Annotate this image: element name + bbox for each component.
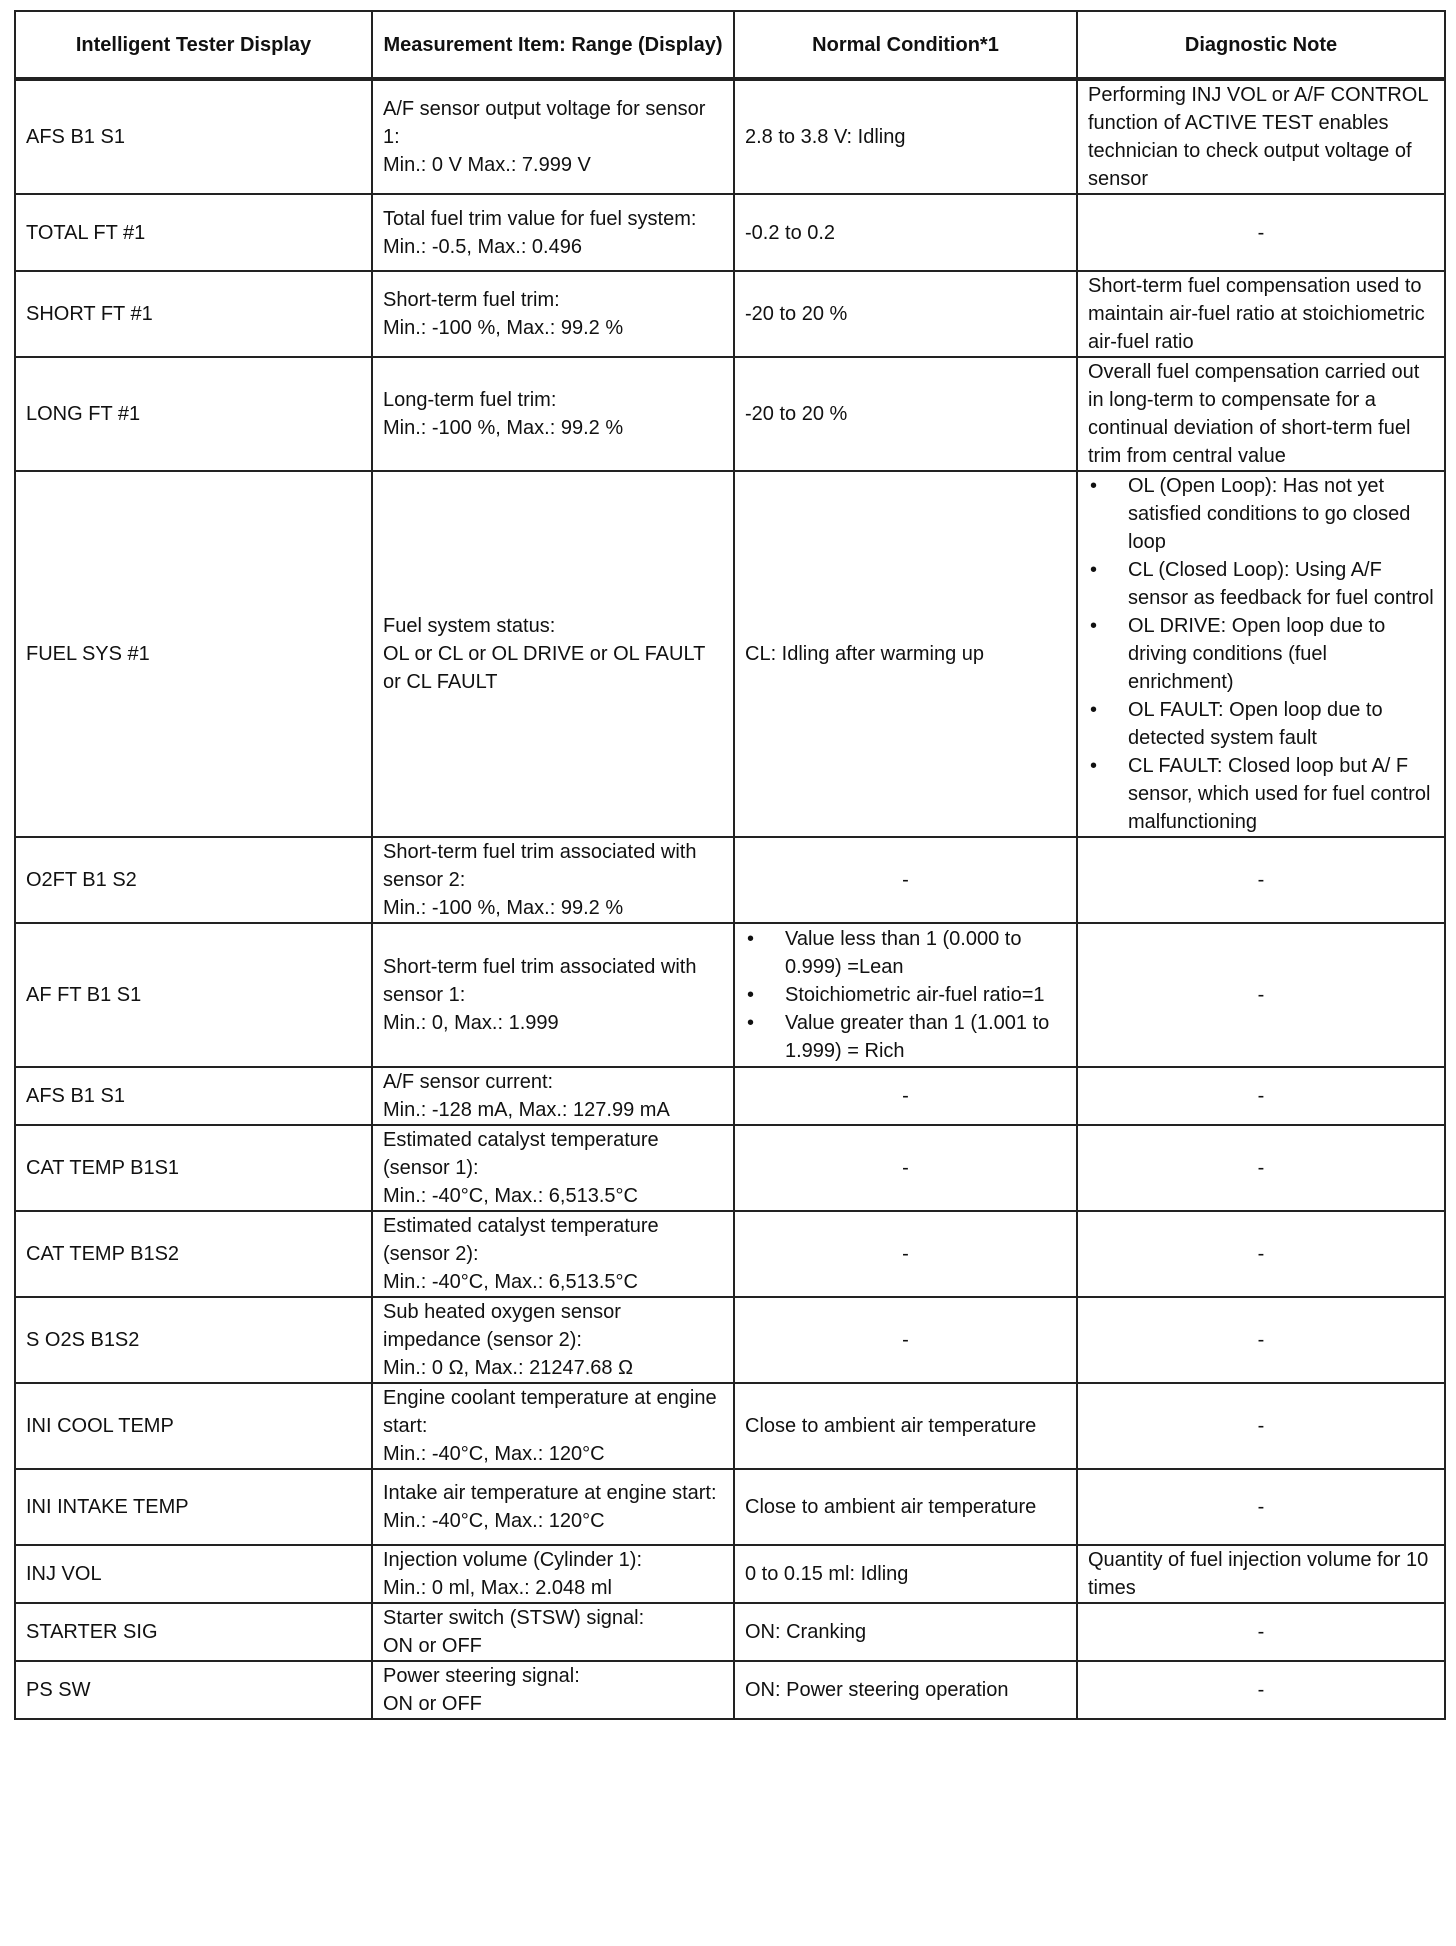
cell-measurement-range — [372, 1661, 734, 1719]
list-item: • CL FAULT: Closed loop but A/ F sensor, which used for fuel control malfunctioning — [1088, 752, 1434, 836]
cell-diagnostic-note: Short-term fuel compensation used to maintain air-fuel ratio at stoichiometric air-fuel ratio — [1077, 271, 1445, 357]
range-line: Sub heated oxygen sensor impedance (sensor 2): — [383, 1301, 621, 1351]
cell-normal-condition: - — [734, 1211, 1077, 1297]
cell-normal-condition: ON: Cranking — [734, 1603, 1077, 1661]
range-line: Min.: -40°C, Max.: 6,513.5°C — [383, 1185, 638, 1207]
range-line: Min.: 0 ml, Max.: 2.048 ml — [383, 1577, 612, 1599]
range-line: A/F sensor current: — [383, 1071, 554, 1093]
cell-normal-condition: 2.8 to 3.8 V: Idling — [734, 79, 1077, 194]
cell-normal-condition: -0.2 to 0.2 — [734, 194, 1077, 271]
cell-measurement-range — [372, 271, 734, 357]
cell-diagnostic-note: - — [1077, 923, 1445, 1067]
cell-diagnostic-note: - — [1077, 1297, 1445, 1383]
cell-tester-display: CAT TEMP B1S1 — [15, 1125, 372, 1211]
header-diagnostic-note: Diagnostic Note — [1077, 11, 1445, 79]
cell-normal-condition: - — [734, 1125, 1077, 1211]
range-line: ON or OFF — [383, 1693, 482, 1715]
cell-measurement-range — [372, 837, 734, 923]
range-line: Min.: 0, Max.: 1.999 — [383, 1012, 559, 1034]
data-list-table — [14, 10, 1446, 1720]
cell-measurement-range — [372, 1211, 734, 1297]
table-row — [15, 1661, 1445, 1719]
range-line: Long-term fuel trim: — [383, 389, 557, 411]
cell-normal-condition: -20 to 20 % — [734, 271, 1077, 357]
cell-normal-condition — [734, 923, 1077, 1067]
range-line: Min.: -128 mA, Max.: 127.99 mA — [383, 1099, 670, 1121]
range-line: Engine coolant temperature at engine start: — [383, 1387, 717, 1437]
data-list-sheet — [14, 10, 1444, 1720]
cell-diagnostic-note: - — [1077, 1383, 1445, 1469]
range-line: Estimated catalyst temperature (sensor 2): — [383, 1215, 659, 1265]
table-row — [15, 1211, 1445, 1297]
table-row — [15, 1125, 1445, 1211]
cell-normal-condition: Close to ambient air temperature — [734, 1469, 1077, 1545]
cell-measurement-range — [372, 357, 734, 471]
range-line: Min.: -40°C, Max.: 6,513.5°C — [383, 1271, 638, 1293]
range-line: Min.: -40°C, Max.: 120°C — [383, 1510, 605, 1532]
list-item: • CL (Closed Loop): Using A/F sensor as feedback for fuel control — [1088, 556, 1434, 612]
table-row — [15, 471, 1445, 837]
cell-measurement-range — [372, 471, 734, 837]
range-line: Min.: -100 %, Max.: 99.2 % — [383, 897, 624, 919]
cell-diagnostic-note: Overall fuel compensation carried out in long-term to compensate for a continual deviation of short-term fuel trim from central value — [1077, 357, 1445, 471]
cell-normal-condition: - — [734, 837, 1077, 923]
range-line: Intake air temperature at engine start: — [383, 1482, 717, 1504]
table-row — [15, 194, 1445, 271]
range-line: Min.: -100 %, Max.: 99.2 % — [383, 317, 624, 339]
diagnostic-note-list — [1088, 472, 1434, 836]
cell-measurement-range — [372, 1603, 734, 1661]
list-item: • Stoichiometric air-fuel ratio=1 — [745, 981, 1066, 1009]
cell-diagnostic-note: - — [1077, 1603, 1445, 1661]
cell-tester-display: O2FT B1 S2 — [15, 837, 372, 923]
cell-normal-condition: ON: Power steering operation — [734, 1661, 1077, 1719]
cell-tester-display: INI COOL TEMP — [15, 1383, 372, 1469]
range-line: Injection volume (Cylinder 1): — [383, 1549, 642, 1571]
cell-normal-condition: -20 to 20 % — [734, 357, 1077, 471]
range-line: Min.: -40°C, Max.: 120°C — [383, 1443, 605, 1465]
list-item: • OL DRIVE: Open loop due to driving conditions (fuel enrichment) — [1088, 612, 1434, 696]
cell-measurement-range — [372, 1383, 734, 1469]
list-item: • Value less than 1 (0.000 to 0.999) =Lean — [745, 925, 1066, 981]
table-row — [15, 79, 1445, 194]
cell-normal-condition: CL: Idling after warming up — [734, 471, 1077, 837]
table-row — [15, 923, 1445, 1067]
table-row — [15, 1383, 1445, 1469]
range-line: Fuel system status: — [383, 615, 556, 637]
header-normal-condition: Normal Condition*1 — [734, 11, 1077, 79]
table-body — [15, 79, 1445, 1719]
cell-normal-condition: Close to ambient air temperature — [734, 1383, 1077, 1469]
table-row — [15, 1067, 1445, 1125]
cell-tester-display: TOTAL FT #1 — [15, 194, 372, 271]
cell-tester-display: AFS B1 S1 — [15, 1067, 372, 1125]
range-line: Min.: -100 %, Max.: 99.2 % — [383, 417, 624, 439]
range-line: A/F sensor output voltage for sensor 1: — [383, 98, 706, 148]
normal-condition-list — [745, 925, 1066, 1065]
range-line: Power steering signal: — [383, 1665, 580, 1687]
table-row — [15, 1469, 1445, 1545]
cell-measurement-range — [372, 1469, 734, 1545]
cell-tester-display: FUEL SYS #1 — [15, 471, 372, 837]
cell-normal-condition: - — [734, 1067, 1077, 1125]
range-line: Estimated catalyst temperature (sensor 1): — [383, 1129, 659, 1179]
table-row — [15, 837, 1445, 923]
range-line: OL or CL or OL DRIVE or OL FAULT or CL FAULT — [383, 643, 705, 693]
cell-measurement-range — [372, 1125, 734, 1211]
cell-diagnostic-note: - — [1077, 1661, 1445, 1719]
cell-measurement-range — [372, 79, 734, 194]
header-measurement-range: Measurement Item: Range (Display) — [372, 11, 734, 79]
range-line: ON or OFF — [383, 1635, 482, 1657]
cell-diagnostic-note: - — [1077, 1211, 1445, 1297]
cell-tester-display: SHORT FT #1 — [15, 271, 372, 357]
range-line: Min.: 0 V Max.: 7.999 V — [383, 154, 591, 176]
cell-diagnostic-note: Performing INJ VOL or A/F CONTROL function of ACTIVE TEST enables technician to check output voltage of sensor — [1077, 79, 1445, 194]
range-line: Starter switch (STSW) signal: — [383, 1607, 645, 1629]
cell-tester-display: S O2S B1S2 — [15, 1297, 372, 1383]
cell-tester-display: PS SW — [15, 1661, 372, 1719]
table-header-row — [15, 11, 1445, 79]
cell-tester-display: INJ VOL — [15, 1545, 372, 1603]
list-item: • OL (Open Loop): Has not yet satisfied conditions to go closed loop — [1088, 472, 1434, 556]
range-line: Short-term fuel trim associated with sensor 2: — [383, 841, 697, 891]
list-item: • OL FAULT: Open loop due to detected system fault — [1088, 696, 1434, 752]
cell-measurement-range — [372, 1297, 734, 1383]
table-row — [15, 1603, 1445, 1661]
cell-measurement-range — [372, 923, 734, 1067]
cell-tester-display: LONG FT #1 — [15, 357, 372, 471]
cell-tester-display: AF FT B1 S1 — [15, 923, 372, 1067]
cell-diagnostic-note — [1077, 471, 1445, 837]
cell-tester-display: CAT TEMP B1S2 — [15, 1211, 372, 1297]
range-line: Short-term fuel trim associated with sensor 1: — [383, 956, 697, 1006]
cell-diagnostic-note: - — [1077, 837, 1445, 923]
cell-tester-display: INI INTAKE TEMP — [15, 1469, 372, 1545]
table-row — [15, 1297, 1445, 1383]
cell-diagnostic-note: - — [1077, 1125, 1445, 1211]
range-line: Min.: -0.5, Max.: 0.496 — [383, 235, 582, 258]
list-item: • Value greater than 1 (1.001 to 1.999) = Rich — [745, 1009, 1066, 1065]
cell-measurement-range — [372, 1545, 734, 1603]
cell-diagnostic-note: - — [1077, 1067, 1445, 1125]
cell-tester-display: STARTER SIG — [15, 1603, 372, 1661]
table-row — [15, 271, 1445, 357]
cell-normal-condition: - — [734, 1297, 1077, 1383]
cell-diagnostic-note: - — [1077, 1469, 1445, 1545]
cell-tester-display: AFS B1 S1 — [15, 79, 372, 194]
cell-diagnostic-note: - — [1077, 194, 1445, 271]
cell-diagnostic-note: Quantity of fuel injection volume for 10 times — [1077, 1545, 1445, 1603]
table-row — [15, 357, 1445, 471]
range-line: Short-term fuel trim: — [383, 289, 560, 311]
cell-measurement-range — [372, 194, 734, 271]
cell-measurement-range — [372, 1067, 734, 1125]
cell-normal-condition: 0 to 0.15 ml: Idling — [734, 1545, 1077, 1603]
table-row — [15, 1545, 1445, 1603]
range-line: Min.: 0 Ω, Max.: 21247.68 Ω — [383, 1357, 634, 1379]
header-tester-display: Intelligent Tester Display — [15, 11, 372, 79]
range-line: Total fuel trim value for fuel system: — [383, 207, 697, 230]
